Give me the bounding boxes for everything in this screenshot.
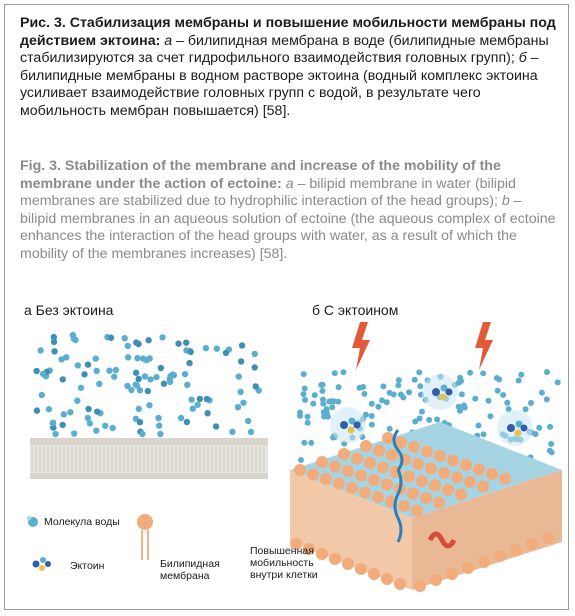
caption-ru-b-letter: б [518,50,527,67]
panel-a-scene [33,332,262,437]
caption-en-b-letter: b [501,193,510,210]
legend-water-label: Молекула воды [44,516,120,528]
legend-mobility-label: Повышенная мобильность внутри клетки [250,545,318,581]
caption-en-a-text: – bilipid membrane in water (bilipid membranes are stabilized due to hydrophilic interaction of the head groups); [20,175,516,210]
panel-a-label: а Без эктоина [24,302,114,318]
legend-ectoine-label: Эктоин [70,560,105,572]
caption-en-a-letter: a [285,175,294,192]
caption-ru-b-text: – билипидные мембраны в водном растворе эктоина (водный комплекс эктоина усиливает взаимодействие головных групп с водой, в результате чего мобильность мембран повышается) [58]. [20,50,539,119]
lightning-icon [352,322,370,370]
caption-ru-title: Рис. 3. Стабилизация мембраны и повышение мобильности мембраны под действием эктоина: [20,15,556,49]
panel-b-label: б С эктоином [312,302,399,318]
legend-ectoine-icon [33,557,52,571]
legend-bilipid-label: Билипидная мембрана [160,558,220,582]
legend-water-icon [27,516,38,527]
caption-en-b-text: – bilipid membranes in an aqueous solution of ectoine (the aqueous complex of ectoine enhances the interaction of the head groups with water, as a result of which the mobility of the membranes increases) [58]. [20,193,556,262]
lightning-icon [475,322,493,370]
panel-b-membrane [290,422,562,592]
caption-ru-a-letter: а [164,32,173,49]
caption-en-title: Fig. 3. Stabilization of the membrane and increase of the mobility of the membrane under the action of ectoine: [20,158,501,192]
legend-lipid-icon [137,514,153,560]
panel-a-membrane [30,438,268,479]
caption-ru-a-text: – билипидная мембрана в воде (билипидные мембраны стабилизируются за счет гидрофильного взаимодействия головных групп); [20,32,549,67]
